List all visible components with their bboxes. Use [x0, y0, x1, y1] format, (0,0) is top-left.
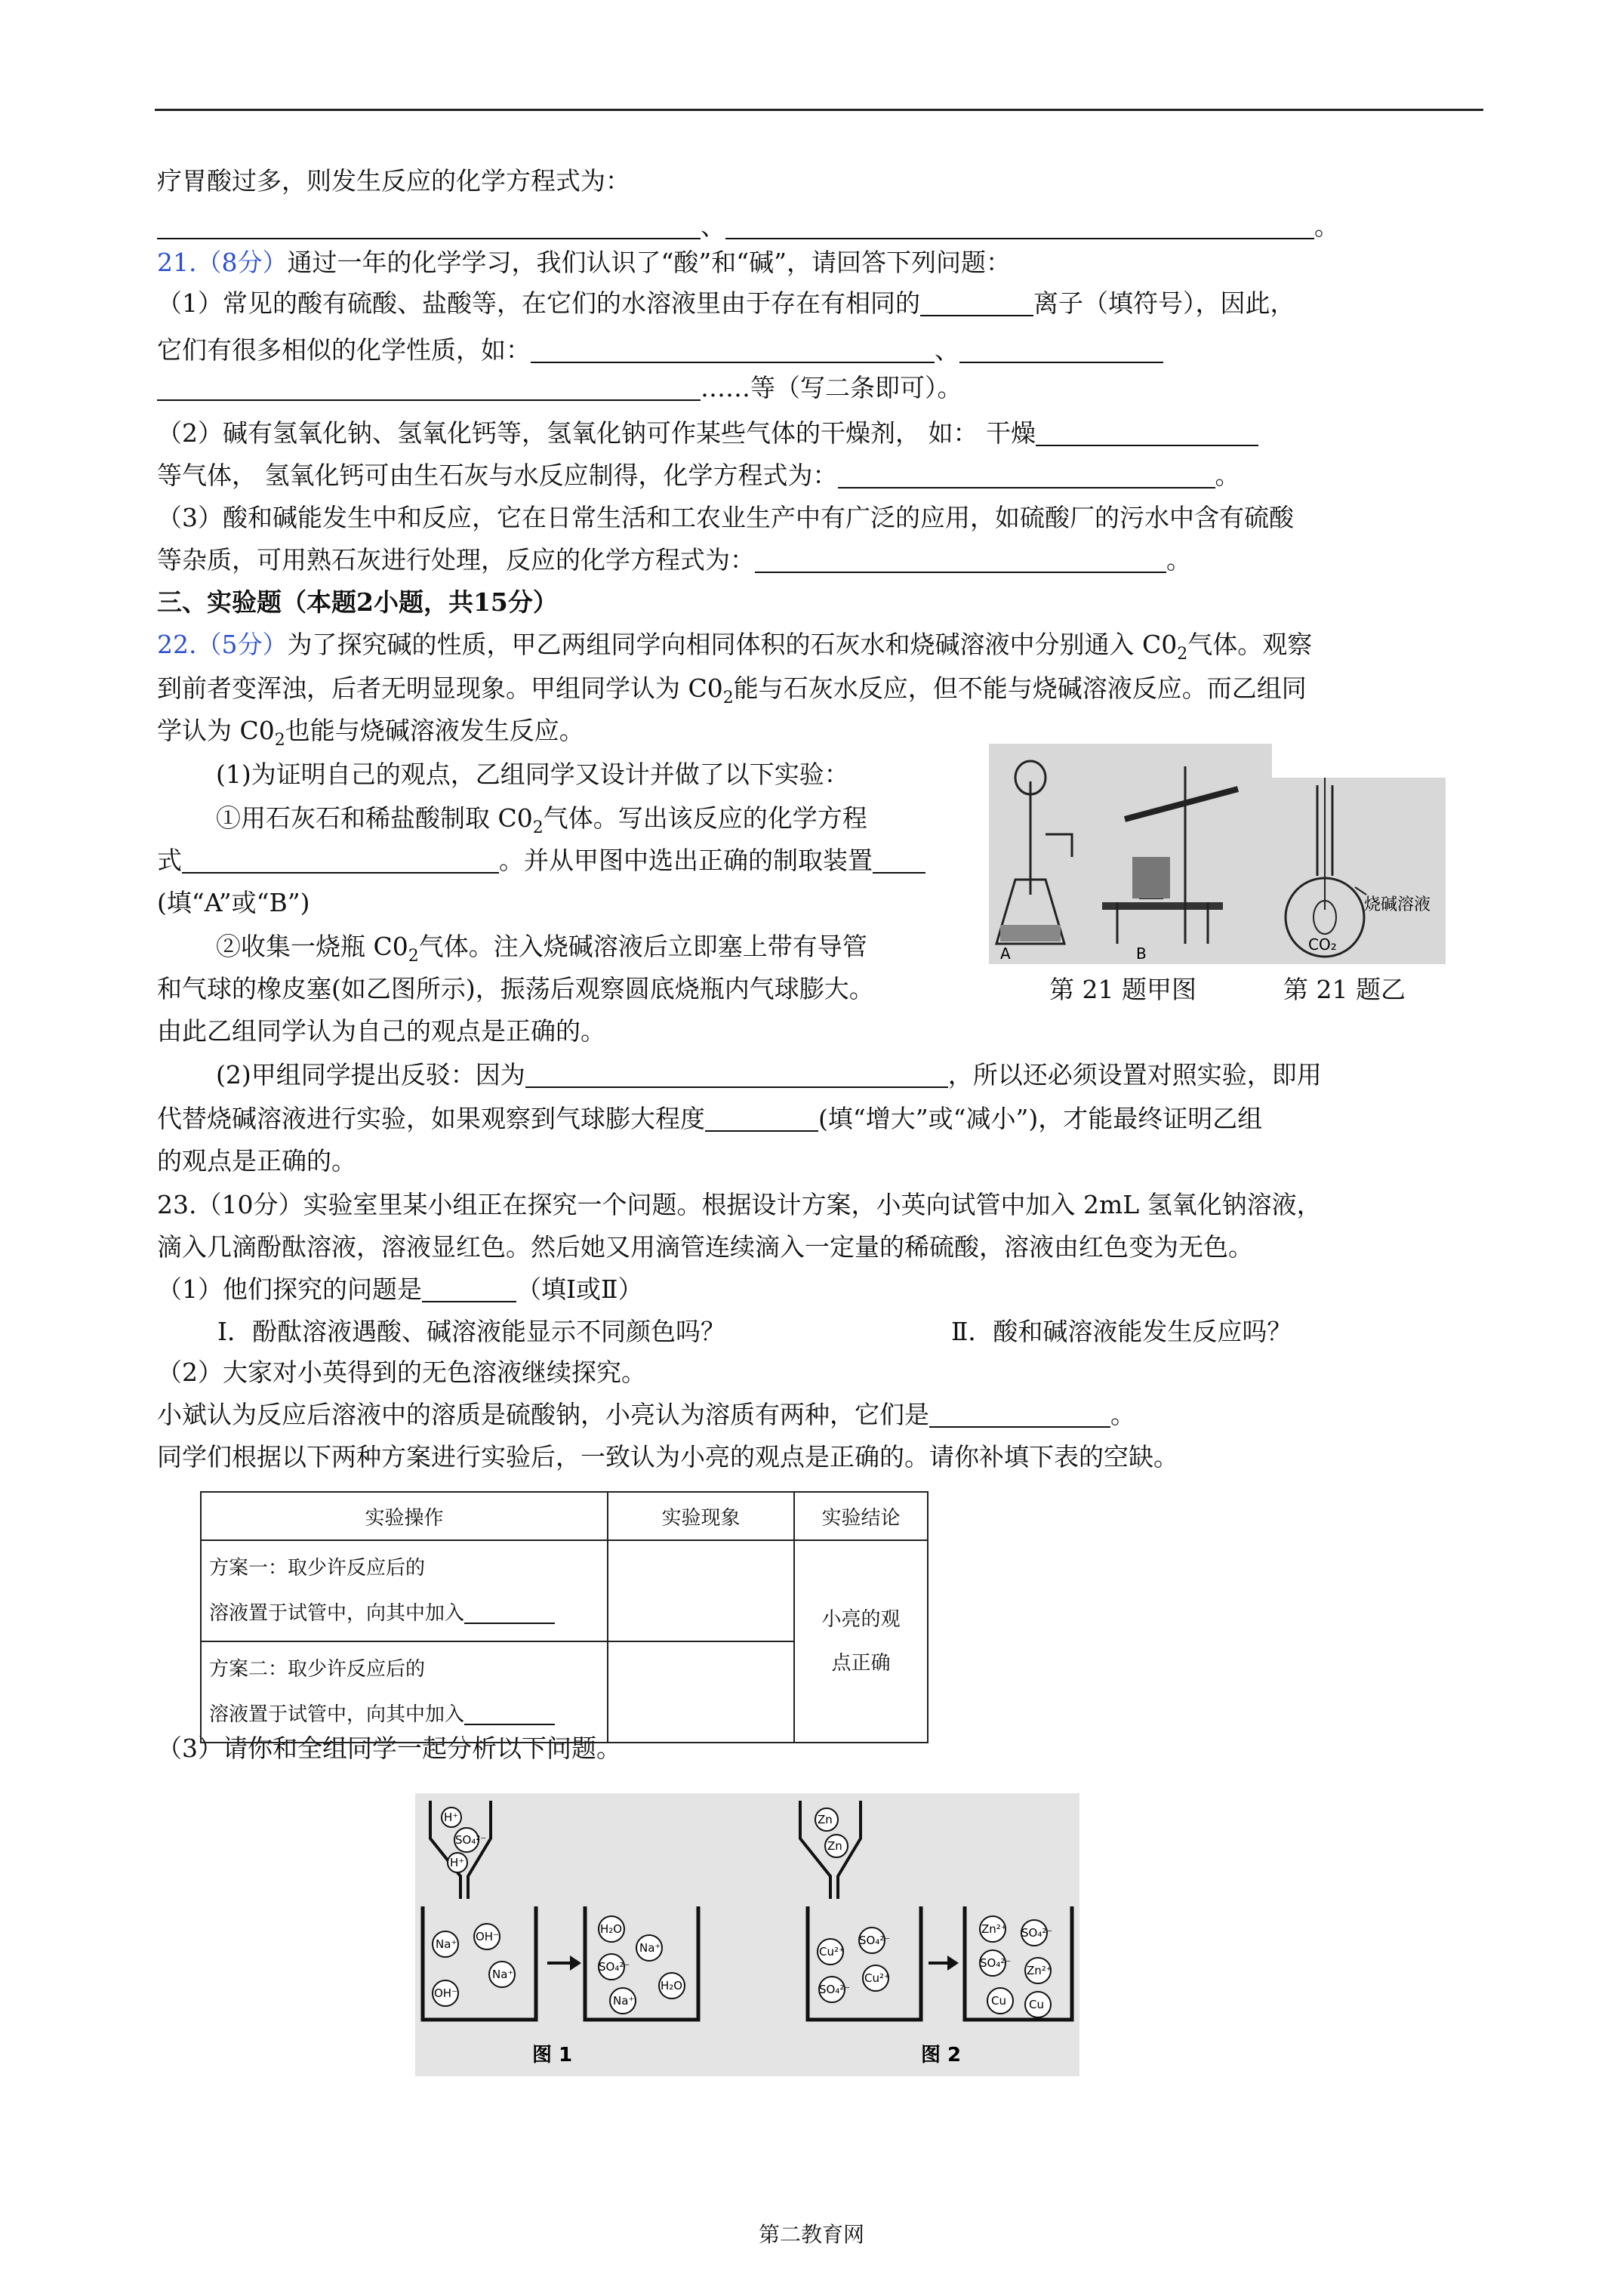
answer-blank[interactable]: [838, 461, 1215, 488]
svg-text:Na⁺: Na⁺: [613, 1994, 635, 2008]
q21-part2: （2）碱有氢氧化钠、氢氧化钙等，氢氧化钠可作某些气体的干燥剂， 如： 干燥: [157, 414, 1258, 453]
q22-stem-3: 学认为 $C0_2$也能与烧碱溶液发生反应。: [157, 716, 584, 750]
svg-text:Na⁺: Na⁺: [639, 1941, 661, 1955]
svg-text:SO₄²⁻: SO₄²⁻: [455, 1833, 487, 1847]
svg-text:SO₄²⁻: SO₄²⁻: [599, 1960, 630, 1974]
q22-step2: ①用石灰石和稀盐酸制取 $C0_2$气体。写出该反应的化学方程: [216, 803, 867, 837]
q21-part2-cont: 等气体， 氢氧化钙可由生石灰与水反应制得，化学方程式为： 。: [157, 461, 1240, 490]
svg-text:Zn²⁺: Zn²⁺: [981, 1922, 1007, 1936]
section-heading: 三、实验题（本题2小题，共15分）: [157, 587, 558, 617]
observation-cell[interactable]: [608, 1540, 794, 1641]
q22-step3: 式 。并从甲图中选出正确的制取装置: [157, 841, 925, 880]
particle-figure: [415, 1793, 1079, 2076]
label-a: A: [1000, 945, 1011, 963]
particle-diagram: [415, 1793, 1079, 2076]
svg-text:Cu²⁺: Cu²⁺: [819, 1945, 845, 1959]
table-row: 方案二：取少许反应后的 溶液置于试管中，向其中加入: [201, 1641, 608, 1743]
figure-b-caption: 第 21 题乙: [1283, 975, 1406, 1004]
q22-rebuttal-cont: 代替烧碱溶液进行实验，如果观察到气球膨大程度 (填“增大”或“减小”)，才能最终证明乙组: [157, 1104, 1263, 1133]
q23-stem-1: 23.（10分）实验室里某小组正在探究一个问题。根据设计方案，小英向试管中加入 2mL 氢氧化钠溶液，: [157, 1190, 1322, 1219]
svg-text:H⁺: H⁺: [444, 1811, 459, 1824]
q22-rebuttal-end: 的观点是正确的。: [157, 1146, 356, 1176]
q22-rebuttal: (2)甲组同学提出反驳：因为 ，所以还必须设置对照实验，即用: [216, 1060, 1322, 1089]
question-number: 23.: [157, 1190, 197, 1219]
fig2-top-atoms: [815, 1808, 848, 1857]
svg-text:Na⁺: Na⁺: [436, 1937, 457, 1951]
table-header: 实验操作: [201, 1492, 608, 1540]
svg-text:Zn: Zn: [818, 1813, 833, 1826]
svg-text:Zn²⁺: Zn²⁺: [1027, 1964, 1052, 1977]
q22-step7: 由此乙组同学认为自己的观点是正确的。: [157, 1016, 605, 1046]
q22-step4: (填“A”或“B”): [157, 888, 310, 917]
conclusion-cell: 小亮的观 点正确: [794, 1540, 928, 1743]
q23-option-1: Ⅰ．酚酞溶液遇酸、碱溶液能显示不同颜色吗？: [217, 1317, 726, 1346]
q23-option-2: Ⅱ．酸和碱溶液能发生反应吗？: [951, 1317, 1292, 1346]
fig2-right-ions: [980, 1916, 1052, 2017]
q20-tail-line: [157, 162, 630, 201]
table-header: 实验结论: [794, 1492, 928, 1540]
fig1-right-ions: [599, 1916, 685, 2014]
svg-text:H₂O: H₂O: [600, 1922, 623, 1936]
answer-blank[interactable]: [464, 1704, 555, 1725]
svg-text:OH⁻: OH⁻: [476, 1930, 500, 1943]
q23-part3: （3）请你和全组同学一起分析以下问题。: [157, 1734, 621, 1763]
q22-stem-2: 到前者变浑浊，后者无明显现象。甲组同学认为 $C0_2$能与石灰水反应，但不能与烧碱溶液反应。而乙组同: [157, 673, 1307, 707]
svg-text:SO₄²⁻: SO₄²⁻: [980, 1956, 1012, 1970]
answer-blank[interactable]: [182, 846, 499, 874]
svg-text:SO₄²⁻: SO₄²⁻: [1021, 1926, 1053, 1940]
label-b: B: [1136, 945, 1147, 963]
page-footer: 第二教育网: [758, 2222, 864, 2247]
co2-label: CO₂: [1308, 935, 1337, 954]
q21-part1: （1）常见的酸有硫酸、盐酸等，在它们的水溶液里由于存在有相同的 离子（填符号），因此，: [157, 288, 1295, 318]
svg-text:Zn: Zn: [827, 1839, 842, 1853]
svg-text:H⁺: H⁺: [450, 1856, 465, 1869]
svg-text:SO₄²⁻: SO₄²⁻: [859, 1934, 891, 1947]
q23-stem-2: 滴入几滴酚酞溶液，溶液显红色。然后她又用滴管连续滴入一定量的稀硫酸，溶液由红色变为无色。: [157, 1232, 1253, 1262]
answer-blank[interactable]: [873, 846, 925, 874]
figure-a-caption: 第 21 题甲图: [1049, 975, 1196, 1004]
answer-blank[interactable]: [525, 1061, 948, 1088]
answer-blank[interactable]: [464, 1603, 555, 1624]
answer-blank[interactable]: [1036, 419, 1258, 446]
question-number: 21.（8分）: [157, 248, 288, 277]
answer-blank[interactable]: [422, 1275, 516, 1302]
q22-step6: 和气球的橡皮塞(如乙图所示)，振荡后观察圆底烧瓶内气球膨大。: [157, 974, 874, 1003]
answer-blank[interactable]: [920, 289, 1033, 316]
apparatus-figure-b: [1272, 778, 1446, 964]
svg-text:SO₄²⁻: SO₄²⁻: [819, 1983, 851, 1996]
answer-blank[interactable]: [755, 546, 1166, 573]
fig2-caption: 图 2: [921, 2044, 962, 2066]
fig1-caption: 图 1: [532, 2044, 573, 2066]
question-number: 22.（5分）: [157, 630, 288, 659]
apparatus-a-drawing: [989, 744, 1272, 964]
answer-blank[interactable]: [157, 374, 701, 401]
svg-text:H₂O: H₂O: [661, 1979, 683, 1992]
svg-text:Cu: Cu: [991, 1994, 1006, 2008]
answer-blank[interactable]: [725, 212, 1314, 239]
q23-part2: （2）大家对小英得到的无色溶液继续探究。: [157, 1358, 646, 1387]
flask-drawing: [1272, 778, 1446, 964]
apparatus-figure-a: [989, 744, 1272, 964]
fig2-left-ions: [818, 1928, 890, 2002]
answer-blank[interactable]: [705, 1105, 818, 1132]
q22-step5: ②收集一烧瓶 $C0_2$气体。注入烧碱溶液后立即塞上带有导管: [216, 932, 867, 966]
svg-text:OH⁻: OH⁻: [434, 1986, 458, 2000]
q23-part2-b: 同学们根据以下两种方案进行实验后，一致认为小亮的观点是正确的。请你补填下表的空缺。: [157, 1442, 1178, 1472]
q21-part3: （3）酸和碱能发生中和反应，它在日常生活和工农业生产中有广泛的应用，如硫酸厂的污水中含有硫酸: [157, 503, 1294, 532]
fig1-left-ions: [433, 1924, 515, 2006]
q20-text: 疗胃酸过多，则发生反应的化学方程式为：: [157, 166, 630, 196]
answer-blank[interactable]: [929, 1401, 1110, 1428]
answer-blank[interactable]: [157, 212, 701, 239]
q20-answer-line: 、 。: [157, 207, 1339, 246]
q22-step1: (1)为证明自己的观点，乙组同学又设计并做了以下实验：: [216, 760, 849, 789]
q21-part1-cont: 它们有很多相似的化学性质，如： 、: [157, 331, 1163, 370]
q23-part2-a: 小斌认为反应后溶液中的溶质是硫酸钠，小亮认为溶质有两种，它们是 。: [157, 1400, 1135, 1429]
svg-text:Cu²⁺: Cu²⁺: [864, 1971, 890, 1985]
q21-stem: 21.（8分）通过一年的化学学习，我们认识了“酸”和“碱”，请回答下列问题：: [157, 248, 1011, 277]
flask-label: 烧碱溶液: [1364, 895, 1431, 914]
fig1-top-ions: [442, 1808, 486, 1872]
observation-cell[interactable]: [608, 1641, 794, 1743]
table-header: 实验现象: [608, 1492, 794, 1540]
q21-part1-end: ……等（写二条即可）。: [157, 368, 962, 408]
q23-part1: （1）他们探究的问题是 （填Ⅰ或Ⅱ）: [157, 1274, 643, 1304]
svg-text:Cu: Cu: [1029, 1998, 1044, 2011]
answer-blank[interactable]: [531, 336, 935, 363]
table-row: 方案一：取少许反应后的 溶液置于试管中，向其中加入: [201, 1540, 608, 1641]
header-rule: [155, 109, 1483, 111]
experiment-table: [200, 1491, 929, 1743]
q22-stem-1: 22.（5分）为了探究碱的性质，甲乙两组同学向相同体积的石灰水和烧碱溶液中分别通入 $C0_2$气体。观察: [157, 630, 1313, 664]
svg-text:Na⁺: Na⁺: [492, 1968, 514, 1981]
answer-blank[interactable]: [959, 336, 1163, 363]
q21-part3-cont: 等杂质，可用熟石灰进行处理，反应的化学方程式为： 。: [157, 545, 1191, 575]
